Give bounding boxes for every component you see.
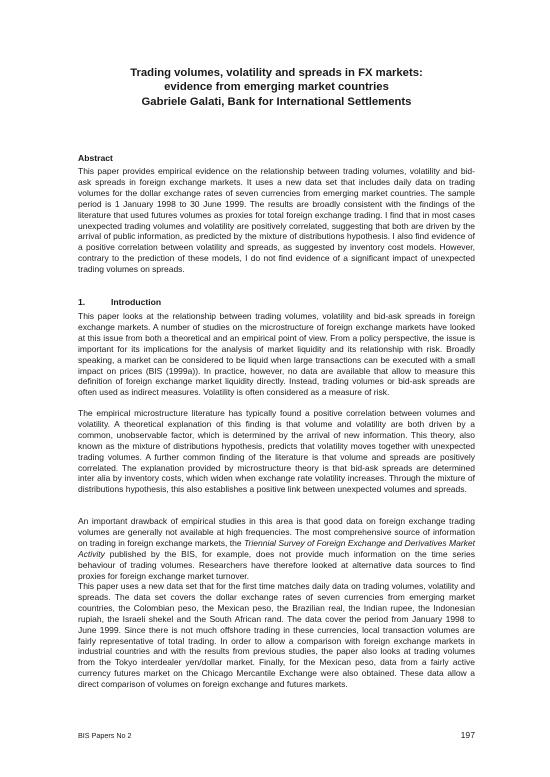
intro-paragraph-3 bbox=[78, 516, 475, 581]
intro-paragraph-3-part-b: published by the BIS, for example, does not provide much information on the time series behaviour of trading volumes. Researchers have therefore looked at alternative data sources to find proxies for foreign exchange market turnover. bbox=[78, 548, 475, 581]
intro-paragraph-2: The empirical microstructure literature has typically found a positive correlation between volumes and volatility. A theoretical explanation of this finding is that volume and volatility are both driven by a common, unobservable factor, which is determined by the arrival of new information. This theory, also known as the mixture of distributions hypothesis, predicts that volatility moves together with unexpected trading volumes. A further common finding of the literature is that volume and spreads are positively correlated. The explanation provided by microstructure theory is that bid-ask spreads are determined inter alia by inventory costs, which widen when exchange rate volatility increases. Through the mixture of distributions hypothesis, this also establishes a positive link between unexpected volumes and spreads. bbox=[78, 408, 475, 495]
page-footer bbox=[78, 731, 475, 740]
intro-paragraph-4: This paper uses a new data set that for the first time matches daily data on trading volumes, volatility and spreads. The data set covers the dollar exchange rates of seven currencies from emerging market countries, the Colombian peso, the Mexican peso, the Brazilian real, the Indian rupee, the Indonesian rupiah, the Israeli shekel and the South African rand. The data cover the period from January 1998 to June 1999. Since there is not much offshore trading in these currencies, local transaction volumes are fairly representative of total trading. In order to allow a comparison with foreign exchange markets in industrial countries and with the results from previous studies, the paper also looks at trading volumes from the Tokyo interdealer yen/dollar market. Finally, for the Mexican peso, data from a fairly active currency futures market on the Chicago Mercantile Exchange were also obtained. These data allow a direct comparison of volumes on foreign exchange and futures markets. bbox=[78, 581, 475, 690]
intro-paragraph-1: This paper looks at the relationship between trading volumes, volatility and bid-ask spreads in foreign exchange markets. A number of studies on the microstructure of foreign exchange markets have looked at this issue from both a theoretical and an empirical point of view. From a policy perspective, the issue is important for its implications for the analysis of market liquidity and its relationship with risk. Broadly speaking, a market can be considered to be liquid when large transactions can be executed with a small impact on prices (BIS (1999a)). In practice, however, no data are available that allow to measure this definition of foreign exchange market liquidity directly. Instead, trading volumes or bid-ask spreads are often used as indirect measures. Volatility is often considered as a measure of risk. bbox=[78, 311, 475, 398]
intro-paragraph-3-part-a: An important drawback of empirical studies in this area is that good data on foreign exchange trading volumes are generally not available at high frequencies. The most comprehensive source of information on trading in foreign exchange markets, the bbox=[78, 516, 475, 548]
survey-title: Triennial Survey of Foreign Exchange and Derivatives Market Activity bbox=[78, 537, 475, 559]
author-line: Gabriele Galati, Bank for International Settlements bbox=[141, 96, 412, 108]
abstract-text: This paper provides empirical evidence on the relationship between trading volumes, volatility and bid-ask spreads in foreign exchange markets. It uses a new data set that includes daily data on trading volumes for the dollar exchange rates of seven currencies from emerging market countries. The sample period is 1 January 1998 to 30 June 1999. The results are broadly consistent with the findings of the literature that used futures volumes as proxies for total foreign exchange trading. I find that in most cases unexpected trading volumes and volatility are positively correlated, suggesting that both are driven by the arrival of public information, as predicted by the mixture of distributions hypothesis. I also find evidence of a positive correlation between volatility and spreads, as suggested by inventory cost models. However, contrary to the prediction of these models, I do not find evidence of a significant impact of unexpected trading volumes on spreads. bbox=[78, 166, 475, 275]
intro-heading bbox=[78, 297, 161, 308]
page-number: 197 bbox=[460, 730, 475, 740]
abstract-heading: Abstract bbox=[78, 153, 113, 163]
section-title: Introduction bbox=[111, 297, 162, 307]
paper-title-line-1: Trading volumes, volatility and spreads in FX markets: bbox=[130, 67, 423, 79]
title-block bbox=[78, 66, 475, 109]
section-number: 1. bbox=[78, 297, 86, 307]
footer-series: BIS Papers No 2 bbox=[78, 731, 132, 740]
paper-page bbox=[78, 0, 475, 777]
paper-title-line-2: evidence from emerging market countries bbox=[164, 81, 389, 93]
